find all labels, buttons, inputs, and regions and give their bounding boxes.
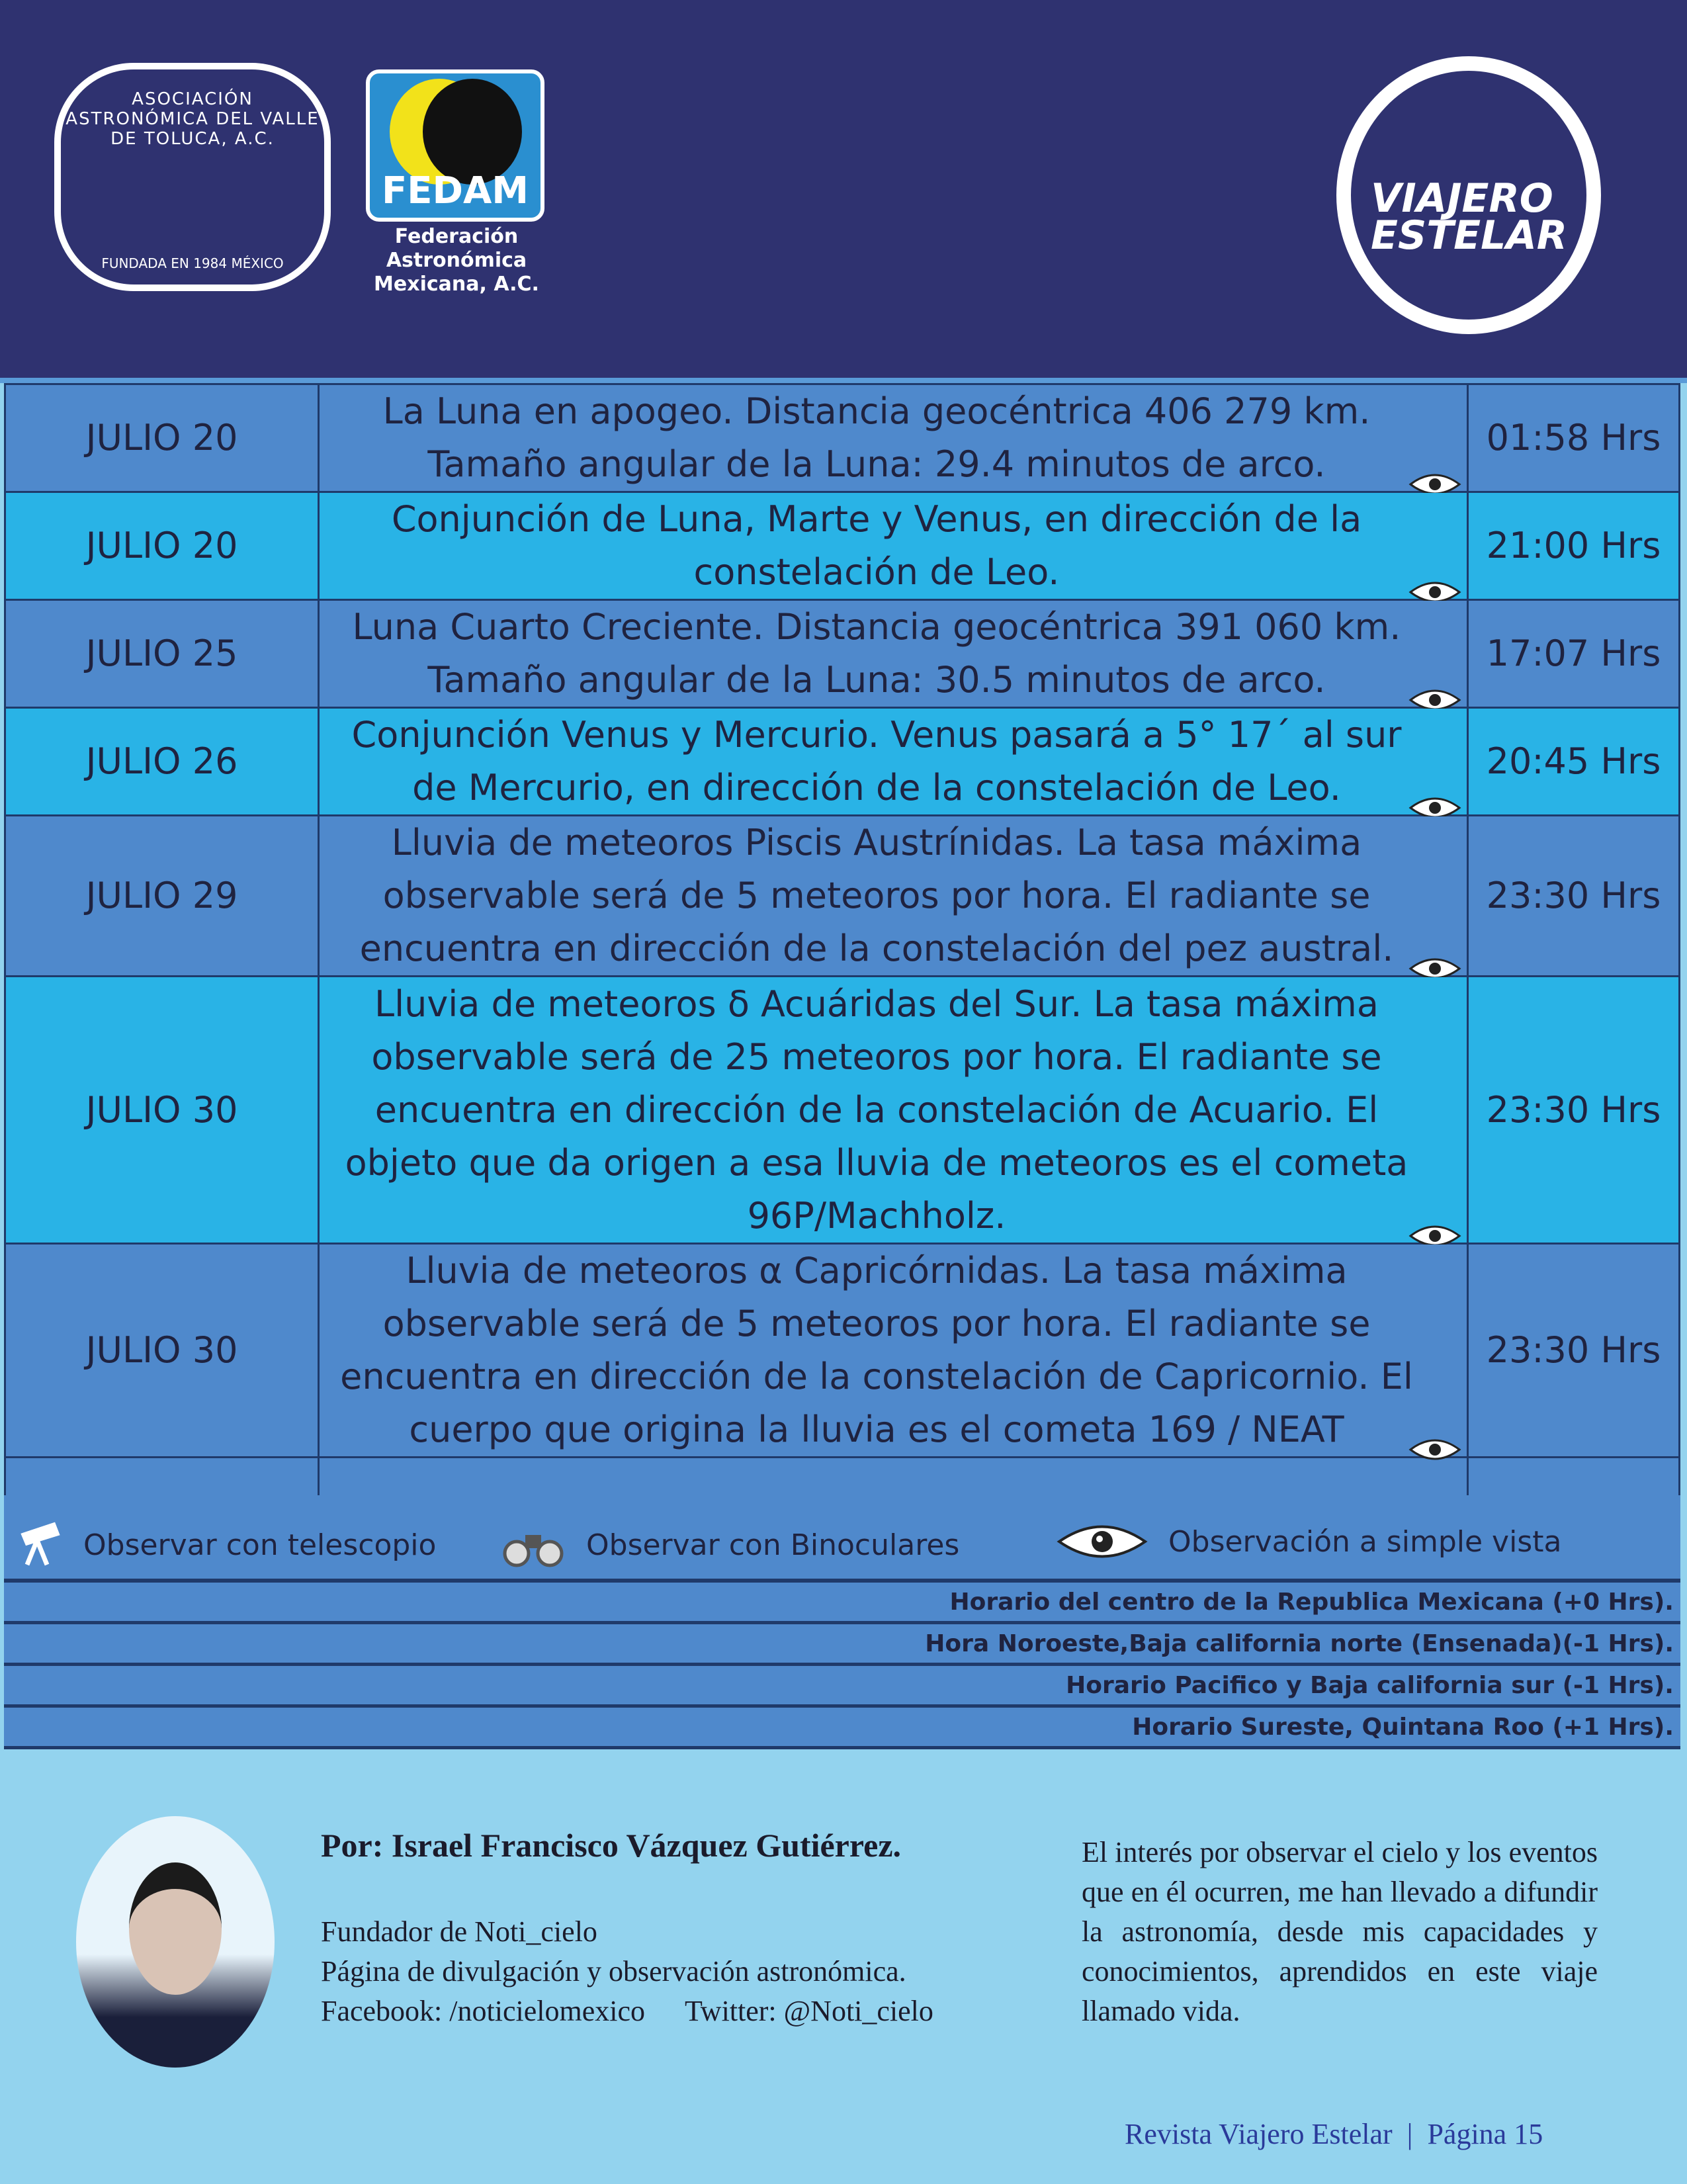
fedam-sub-3: Mexicana, A.C.: [374, 273, 539, 296]
avt-logo: [54, 63, 331, 291]
event-description-text: Conjunción de Luna, Marte y Venus, en dirección de la constelación de Leo.: [391, 498, 1362, 593]
eye-icon: [1408, 1211, 1461, 1237]
event-time: 23:30 Hrs: [1468, 816, 1680, 977]
eye-icon: [1056, 1522, 1148, 1561]
event-row: [5, 708, 1680, 816]
avt-logo-text: ASOCIACIÓN ASTRONÓMICA DEL VALLE DE TOLUCA, A.C.: [65, 89, 320, 149]
event-date: JULIO 26: [5, 708, 319, 816]
viajero-estelar-logo: [1336, 56, 1601, 334]
logo-line-2: ESTELAR: [1371, 212, 1567, 259]
event-description: [319, 600, 1468, 708]
event-row: [5, 816, 1680, 977]
timezone-note: Hora Noroeste,Baja california norte (Ensenada)(-1 Hrs).: [4, 1624, 1680, 1666]
event-description: [319, 1244, 1468, 1458]
legend: [4, 1495, 1680, 1583]
event-time: 20:45 Hrs: [1468, 708, 1680, 816]
header: [0, 0, 1687, 383]
event-description-text: Lluvia de meteoros Piscis Austrínidas. La tasa máxima observable será de 5 meteoros por hora. El radiante se encuentra en dirección de la constelación del pez austral.: [359, 822, 1394, 969]
author-photo: [76, 1816, 275, 2068]
legend-telescope: [17, 1522, 436, 1568]
timezone-note: Horario del centro de la Republica Mexicana (+0 Hrs).: [4, 1583, 1680, 1624]
author-page-desc: Página de divulgación y observación astronómica.: [321, 1955, 906, 1987]
author-info: [321, 1912, 933, 2031]
eye-icon: [1408, 675, 1461, 701]
logo-line-1: VIAJERO: [1371, 175, 1553, 222]
fedam-sub-2: Astronómica: [386, 249, 527, 272]
eye-icon: [1408, 783, 1461, 809]
author-role: Fundador de Noti_cielo: [321, 1915, 597, 1948]
event-description: [319, 384, 1468, 492]
binoculars-icon: [500, 1522, 566, 1568]
events-table: [4, 383, 1680, 1511]
telescope-icon: [17, 1522, 64, 1568]
event-date: JULIO 30: [5, 977, 319, 1244]
event-time: 23:30 Hrs: [1468, 1244, 1680, 1458]
event-row: [5, 600, 1680, 708]
event-time: 01:58 Hrs: [1468, 384, 1680, 492]
event-time: 21:00 Hrs: [1468, 492, 1680, 600]
event-time: 23:30 Hrs: [1468, 977, 1680, 1244]
fedam-subtitle: [357, 225, 556, 296]
event-description-text: Conjunción Venus y Mercurio. Venus pasará a 5° 17´ al sur de Mercurio, en dirección de la constelación de Leo.: [351, 714, 1402, 808]
event-description-text: Luna Cuarto Creciente. Distancia geocéntrica 391 060 km. Tamaño angular de la Luna: 30.5 minutos de arco.: [352, 606, 1401, 701]
legend-binoculars: [500, 1522, 959, 1568]
facebook-handle: Facebook: /noticielomexico: [321, 1995, 645, 2027]
legend-telescope-label: Observar con telescopio: [83, 1528, 437, 1562]
avt-founded: FUNDADA EN 1984 MÉXICO: [101, 255, 284, 271]
event-description: [319, 816, 1468, 977]
event-date: JULIO 30: [5, 1244, 319, 1458]
page-footer: Revista Viajero Estelar | Página 15: [1125, 2118, 1543, 2150]
event-description-text: Lluvia de meteoros α Capricórnidas. La tasa máxima observable será de 5 meteoros por hora. El radiante se encuentra en dirección de la constelación de Capricornio. El cuerpo que origina la lluvia es el cometa 169 / NEAT: [340, 1250, 1413, 1450]
event-description-text: La Luna en apogeo. Distancia geocéntrica 406 279 km. Tamaño angular de la Luna: 29.4 minutos de arco.: [382, 390, 1371, 485]
event-row: [5, 977, 1680, 1244]
event-description-text: Lluvia de meteoros δ Acuáridas del Sur. La tasa máxima observable será de 25 meteoros por hora. El radiante se encuentra en dirección de la constelación de Acuario. El objeto que da origen a esa lluvia de meteoros es el cometa 96P/Machholz.: [345, 983, 1408, 1237]
eye-icon: [1408, 567, 1461, 593]
event-row: [5, 492, 1680, 600]
author-byline: Por: Israel Francisco Vázquez Gutiérrez.: [321, 1827, 902, 1864]
event-description: [319, 977, 1468, 1244]
event-date: JULIO 25: [5, 600, 319, 708]
legend-eye-label: Observación a simple vista: [1168, 1524, 1562, 1559]
event-time: 17:07 Hrs: [1468, 600, 1680, 708]
event-row: [5, 1244, 1680, 1458]
fedam-logo: [366, 69, 544, 222]
page-number: Página 15: [1427, 2118, 1543, 2150]
event-date: JULIO 20: [5, 492, 319, 600]
timezone-note: Horario Pacifico y Baja california sur (-1 Hrs).: [4, 1666, 1680, 1708]
event-description: [319, 708, 1468, 816]
event-date: JULIO 20: [5, 384, 319, 492]
event-date: JULIO 29: [5, 816, 319, 977]
twitter-handle: Twitter: @Noti_cielo: [684, 1995, 933, 2027]
event-description: [319, 492, 1468, 600]
eye-icon: [1408, 943, 1461, 970]
eye-icon: [1408, 1424, 1461, 1451]
legend-eye: [1056, 1522, 1561, 1561]
fedam-sub-1: Federación: [394, 225, 519, 248]
eye-icon: [1408, 459, 1461, 486]
timezone-note: Horario Sureste, Quintana Roo (+1 Hrs).: [4, 1708, 1680, 1749]
fedam-word: FEDAM: [381, 169, 529, 212]
magazine-name: Revista Viajero Estelar: [1125, 2118, 1393, 2150]
author-quote: El interés por observar el cielo y los eventos que en él ocurren, me han llevado a difundir la astronomía, desde mis capacidades y conocimientos, aprendidos en este viaje llamado vida.: [1082, 1836, 1598, 2027]
event-row: [5, 384, 1680, 492]
legend-binoculars-label: Observar con Binoculares: [586, 1528, 960, 1562]
